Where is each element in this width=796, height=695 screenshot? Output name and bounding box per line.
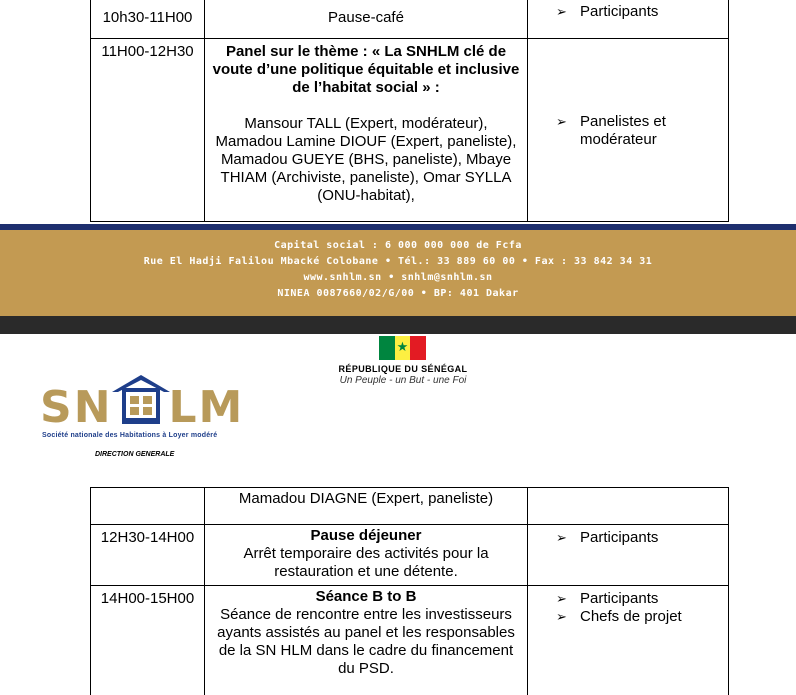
arrow-bullet-icon: ➢ [556, 4, 567, 19]
activity-cell [205, 586, 528, 695]
republic-title: RÉPUBLIQUE DU SÉNÉGAL [338, 364, 468, 374]
arrow-bullet-icon: ➢ [556, 591, 567, 606]
table-row [91, 586, 729, 695]
participants-cell [528, 39, 729, 222]
time-cell [91, 488, 205, 525]
direction-label: DIRECTION GENERALE [95, 451, 175, 458]
panel-members: Mansour TALL (Expert, modérateur), Mamadou Lamine DIOUF (Expert, paneliste), Mamadou GUEYE (BHS, paneliste), Mbaye THIAM (Archiviste, paneliste), Omar SYLLA (ONU-habitat), [215, 115, 517, 204]
time-cell: 12H30-14H00 [91, 525, 205, 586]
footer-web: www.snhlm.sn • snhlm@snhlm.sn [303, 272, 493, 283]
table-row [91, 0, 729, 39]
participants-cell [528, 0, 729, 39]
footer-capital: Capital social : 6 000 000 000 de Fcfa [274, 240, 522, 251]
table-row [91, 488, 729, 525]
footer-address: Rue El Hadji Falilou Mbacké Colobane • Tél.: 33 889 60 00 • Fax : 33 842 34 31 [143, 256, 653, 267]
activity-title: Séance B to B [315, 588, 417, 605]
participants-cell [528, 488, 729, 525]
logo-subtitle: Société nationale des Habitations à Loyer modéré [42, 432, 218, 439]
time-cell: 11H00-12H30 [91, 39, 205, 222]
national-motto: Un Peuple - un But - une Foi [339, 375, 467, 386]
arrow-bullet-icon: ➢ [556, 114, 567, 129]
snhlm-logo: SN LM [40, 382, 245, 433]
arrow-bullet-icon: ➢ [556, 609, 567, 624]
table-row [91, 525, 729, 586]
time-cell: 14H00-15H00 [91, 586, 205, 695]
list-item: ➢ Chefs de projet [556, 608, 682, 625]
list-item: ➢ Participants [556, 3, 659, 20]
activity-cell: Pause-café [205, 0, 528, 39]
activity-description: Séance de rencontre entre les investisseurs ayants assistés au panel et les responsables de la SN HLM dans le cadre du financement du PSD. [217, 606, 515, 677]
program-table-top [90, 0, 729, 222]
list-item: ➢ Participants [556, 590, 659, 607]
list-item: ➢ Participants [556, 529, 659, 546]
table-row [91, 39, 729, 222]
activity-cell: Mamadou DIAGNE (Expert, paneliste) [205, 488, 528, 525]
activity-description: Arrêt temporaire des activités pour la restauration et une détente. [243, 545, 489, 580]
participants-cell [528, 525, 729, 586]
senegal-flag-icon: ★ [379, 336, 426, 360]
program-table-bottom [90, 487, 729, 695]
page-footer [0, 230, 796, 316]
activity-title: Pause déjeuner [310, 527, 422, 544]
panel-title: Panel sur le thème : « La SNHLM clé de voute d’une politique équitable et inclusive de l’habitat social » : [212, 43, 520, 96]
list-item: ➢ Panelistes et modérateur [556, 113, 666, 148]
time-cell: 10h30-11H00 [91, 0, 205, 39]
arrow-bullet-icon: ➢ [556, 530, 567, 545]
activity-cell [205, 39, 528, 222]
footer-ninea: NINEA 0087660/02/G/00 • BP: 401 Dakar [277, 288, 519, 299]
activity-cell [205, 525, 528, 586]
footer-dark-band [0, 316, 796, 334]
participants-cell [528, 586, 729, 695]
